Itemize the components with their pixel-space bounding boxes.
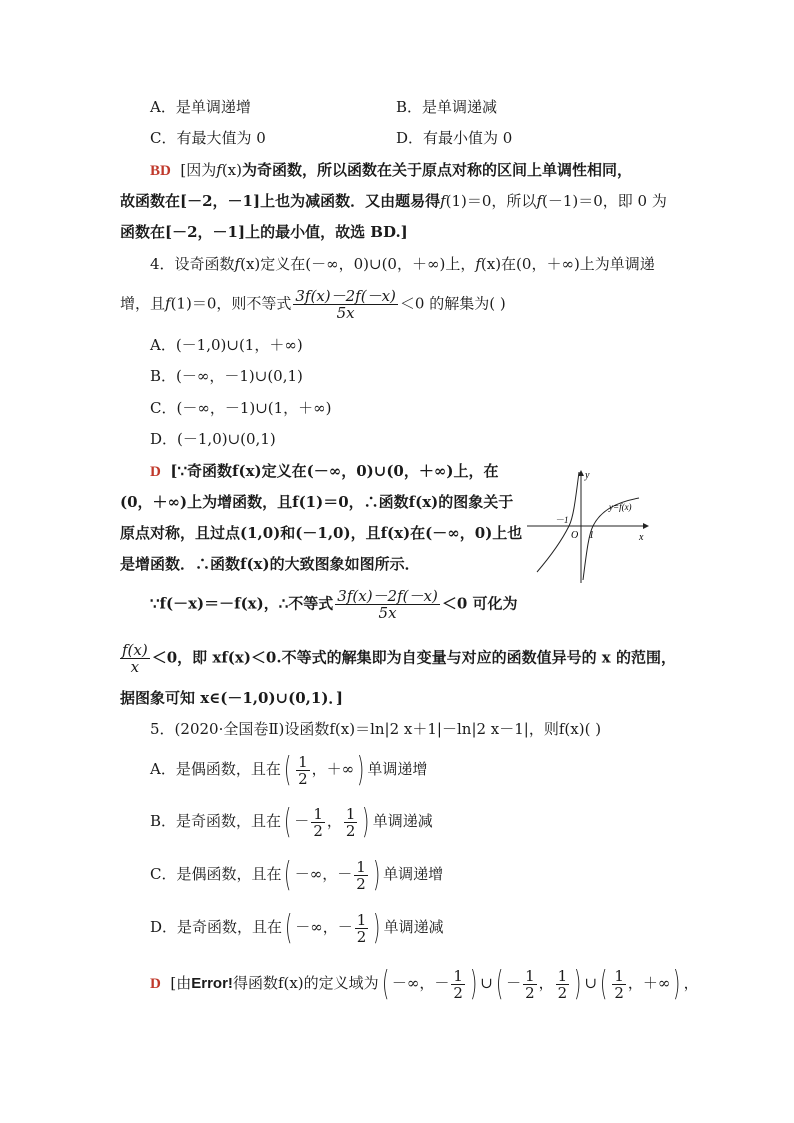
q3-s1x: (x) <box>221 161 242 179</box>
q4-e6-num: f(x) <box>122 641 148 659</box>
q5-sd-tail: ，＋∞ <box>627 974 671 992</box>
q5-c2: 单调递增 <box>383 865 444 883</box>
q4-l1b: (x)定义在(－∞，0)∪(0，＋∞)上， <box>240 255 476 273</box>
q5-sd-pre2: － <box>506 974 522 992</box>
q4-e5-num: 3f(x)－2f(－x) <box>337 587 438 605</box>
q4-frac-num: 3f(x)－2f(－x) <box>295 287 396 305</box>
q3-s1: [因为 <box>180 161 217 179</box>
q3-s2m: (1)＝0，所以 <box>445 192 537 210</box>
q4-e5a: ∵f(－x)＝－f(x)，∴不等式 <box>150 594 334 613</box>
q4-option-c: C．(－∞，－1)∪(1，＋∞) <box>150 399 332 417</box>
q5-b-d2: 2 <box>345 821 356 840</box>
q3-s1b: 为奇函数，所以函数在关于原点对称的区间上单调性相同， <box>242 161 633 179</box>
graph-neg-one-label: －1 <box>555 515 569 525</box>
q3-s2: 故函数在[－2，－1]上也为减函数．又由题易得 <box>120 192 441 210</box>
q3-option-a: A．是单调递增 <box>150 98 251 116</box>
q4-l2f: f <box>165 294 171 313</box>
q4-e5b: ＜0 可化为 <box>441 594 518 613</box>
q4-option-a: A．(－1,0)∪(1，＋∞) <box>150 336 303 354</box>
q5-c1: C．是偶函数，且在 <box>150 865 282 883</box>
q3-option-d: D．有最小值为 0 <box>396 129 513 147</box>
q4-e3: 原点对称，且过点(1,0)和(－1,0)，且f(x)在(－∞，0)上也 <box>120 524 523 542</box>
q5-a1: A．是偶函数，且在 <box>150 760 281 778</box>
q3-solution-line-2 <box>120 191 667 211</box>
q3-answer: BD <box>150 163 171 179</box>
q5-sol2: 得函数f(x)的定义域为 <box>232 974 379 992</box>
q4-e2: (0，＋∞)上为增函数，且f(1)＝0，∴函数f(x)的图象关于 <box>120 493 514 511</box>
q5-c-pre: －∞，－ <box>294 865 353 883</box>
q5-b-d1: 2 <box>313 821 323 840</box>
graph-y-label: y <box>585 470 590 481</box>
q5-option-b: B．是奇函数，且在( － $\frac{1}{2}$ ， $\frac{1}{2}$ ) 单调递减 <box>150 802 433 842</box>
q5-d2: 单调递减 <box>383 918 444 936</box>
q3-solution-line-1 <box>150 160 632 181</box>
graph-origin-label: O <box>571 530 579 541</box>
q4-stem-line-2 <box>120 288 506 321</box>
q5-c-num: 1 <box>356 857 366 876</box>
q4-solution-line-7 <box>120 688 343 708</box>
q3-s1f: f <box>216 161 222 179</box>
q5-d-pre: －∞，－ <box>295 918 353 936</box>
q5-a-num: 1 <box>298 752 308 771</box>
q5-sd-pre: －∞，－ <box>391 974 450 992</box>
graph-curve-label: y=f(x) <box>609 502 632 512</box>
function-graph <box>525 468 655 586</box>
q4-l1f: f <box>234 255 241 273</box>
q4-e6b: ＜0，即 xf(x)＜0.不等式的解集即为自变量与对应的函数值异号的 x 的范围， <box>151 648 676 667</box>
q5-sd-cup: ∪ <box>480 974 493 992</box>
q4-l2b: (1)＝0，则不等式 <box>170 294 292 313</box>
q4-e6-fraction <box>120 642 150 675</box>
q4-l2a: 增，且 <box>120 294 166 313</box>
q5-d-den: 2 <box>356 927 367 946</box>
graph-x-label: x <box>639 532 644 543</box>
q4-e7: 据图象可知 x∈(－1,0)∪(0,1)．] <box>120 689 344 707</box>
q5-a2: 单调递增 <box>367 760 428 778</box>
q5-sd-d4: 2 <box>614 983 624 1002</box>
q4-solution-line-5 <box>150 588 517 621</box>
q5-d1: D．是奇函数，且在 <box>150 918 283 936</box>
q3-s2f2: f <box>536 192 542 210</box>
q3-s2f1: f <box>440 192 446 210</box>
q5-sd-mid: ， <box>538 974 554 992</box>
q5-d-num: 1 <box>356 910 367 929</box>
q5-stem: 5．(2020·全国卷Ⅱ)设函数f(x)＝ln|2 x＋1|－ln|2 x－1|，则f(x)( ) <box>150 720 602 738</box>
q5-error-text: Error! <box>191 975 233 992</box>
q5-b-n2: 1 <box>345 804 356 823</box>
q5-sol-end: ， <box>683 974 699 992</box>
q5-solution-line-1: D [由Error!得函数f(x)的定义域为( －∞，－ $\frac{1}{2}$ ) ∪( － $\frac{1}{2}$ ， $\frac{1}{2}$ ) ∪( $\frac{1}{2}$ ，＋∞) ， <box>150 964 699 1004</box>
q3-option-c: C．有最大值为 0 <box>150 129 266 147</box>
q4-l1c: (x)在(0，＋∞)上为单调递 <box>480 255 655 273</box>
q5-b2: 单调递减 <box>372 812 433 830</box>
q4-stem-line-1 <box>150 254 655 274</box>
q5-option-a: A．是偶函数，且在( $\frac{1}{2}$ ，＋∞) 单调递增 <box>150 750 428 790</box>
q4-l1a: 4．设奇函数 <box>150 255 235 273</box>
q4-e5-fraction <box>335 588 440 621</box>
q4-fraction <box>293 288 398 321</box>
q5-sol1: [由 <box>170 974 192 992</box>
q4-e1: [∵奇函数f(x)定义在(－∞，0)∪(0，＋∞)上，在 <box>170 462 499 480</box>
q5-b-pre: － <box>294 812 310 830</box>
q4-option-b: B．(－∞，－1)∪(0,1) <box>150 367 303 385</box>
q3-s2n: (－1)＝0，即 0 为 <box>542 192 667 210</box>
q5-sd-d2: 2 <box>525 983 535 1002</box>
q5-b1: B．是奇函数，且在 <box>150 812 282 830</box>
q4-solution-line-1 <box>150 461 498 482</box>
q5-sd-d1: 2 <box>453 983 463 1002</box>
q5-a-tail: ，＋∞ <box>311 760 355 778</box>
q4-option-d: D．(－1,0)∪(0,1) <box>150 430 276 448</box>
q4-l1f2: f <box>475 255 481 273</box>
q5-a-den: 2 <box>298 769 308 788</box>
q5-answer: D <box>150 976 161 992</box>
q4-e6-den: x <box>130 658 140 676</box>
q5-sd-cup2: ∪ <box>584 974 598 992</box>
q3-option-b: B．是单调递减 <box>396 98 498 116</box>
graph-one-label: 1 <box>589 530 594 541</box>
q5-option-c: C．是偶函数，且在( －∞，－ $\frac{1}{2}$ ) 单调递增 <box>150 855 444 895</box>
q5-sd-d3: 2 <box>557 983 568 1002</box>
x-axis-arrow-icon <box>643 523 649 529</box>
q5-b-mid: ， <box>326 812 342 830</box>
q4-e4: 是增函数．∴函数f(x)的大致图象如图所示． <box>120 555 420 573</box>
q4-solution-line-2 <box>120 492 513 512</box>
q4-solution-line-3 <box>120 523 522 543</box>
q5-b-n1: 1 <box>313 804 323 823</box>
q5-option-d: D．是奇函数，且在( －∞，－ $\frac{1}{2}$ ) 单调递减 <box>150 908 444 948</box>
q4-answer: D <box>150 464 161 480</box>
q4-e5-den: 5x <box>378 604 397 622</box>
q5-sd-n4: 1 <box>614 966 624 985</box>
q3-solution-line-3 <box>120 222 408 242</box>
q5-sd-n1: 1 <box>453 966 463 985</box>
q5-sd-n3: 1 <box>557 966 568 985</box>
q4-l2c: ＜0 的解集为( ) <box>399 294 506 313</box>
q3-s3: 函数在[－2，－1]上的最小值，故选 BD.] <box>120 223 408 241</box>
q4-solution-line-6 <box>118 642 676 675</box>
q5-sd-n2: 1 <box>525 966 535 985</box>
q5-c-den: 2 <box>356 874 366 893</box>
q4-frac-den: 5x <box>336 304 355 322</box>
q4-solution-line-4 <box>120 554 420 574</box>
